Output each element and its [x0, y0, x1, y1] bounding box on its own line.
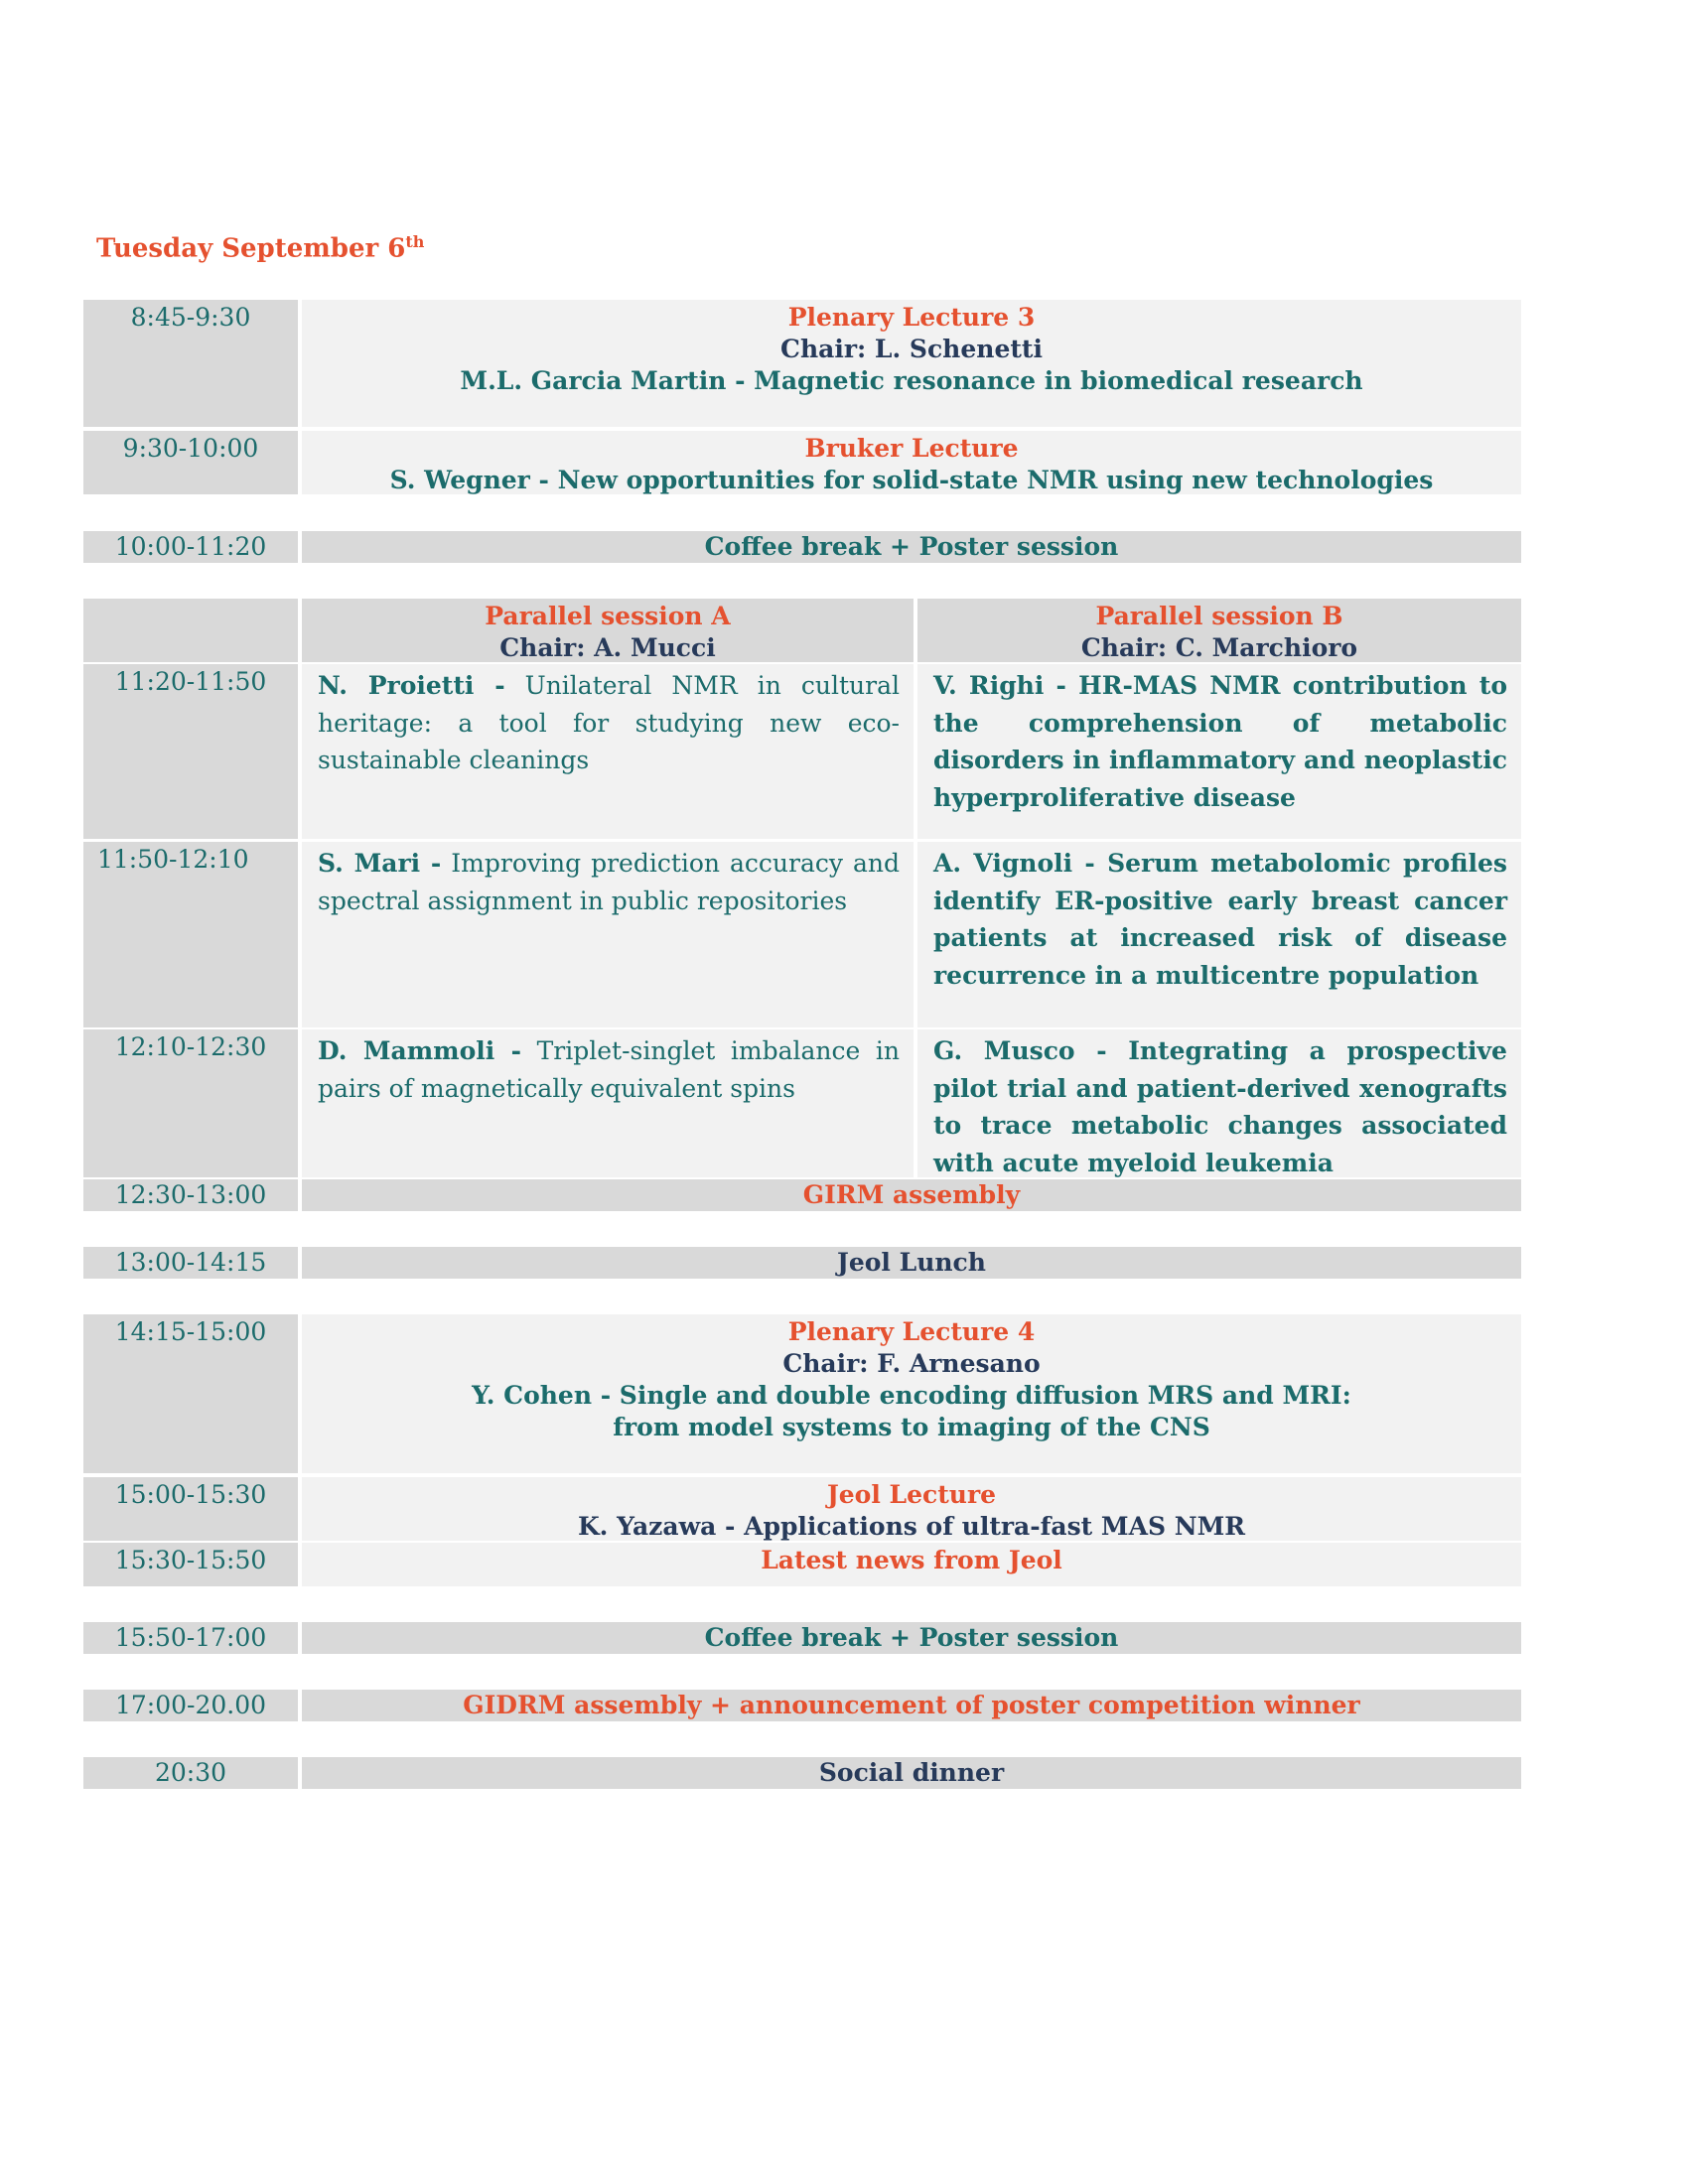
talk-title-line-2: from model systems to imaging of the CNS: [613, 1413, 1210, 1441]
session-a-talk: [302, 842, 914, 1027]
time-cell: 8:45-9:30: [83, 300, 298, 427]
event-label: GIRM assembly: [302, 1179, 1521, 1211]
parallel-slot-row: [83, 664, 1521, 839]
event-label: Coffee break + Poster session: [302, 531, 1521, 563]
time-cell: 15:50-17:00: [83, 1622, 298, 1654]
session-b-talk: [917, 842, 1521, 1027]
talk-title-line-1: Y. Cohen - Single and double encoding diffusion MRS and MRI:: [472, 1381, 1351, 1410]
parallel-session-b-header: [917, 599, 1521, 662]
talk-title: S. Wegner - New opportunities for solid-state NMR using new technologies: [389, 466, 1434, 494]
time-cell: 10:00-11:20: [83, 531, 298, 563]
event-label: Latest news from Jeol: [302, 1543, 1521, 1586]
coffee-break-row: [83, 1622, 1521, 1654]
time-cell: 9:30-10:00: [83, 431, 298, 494]
speaker: N. Proietti -: [318, 671, 505, 700]
time-cell: 15:00-15:30: [83, 1477, 298, 1541]
event-label: Coffee break + Poster session: [302, 1622, 1521, 1654]
session-title: Jeol Lecture: [826, 1480, 997, 1509]
parallel-slot-row: [83, 1029, 1521, 1177]
session-chair: Chair: L. Schenetti: [780, 335, 1043, 363]
content-cell: [302, 431, 1521, 494]
lunch-row: [83, 1247, 1521, 1279]
session-b-chair: Chair: C. Marchioro: [1080, 633, 1358, 662]
content-cell: [302, 1314, 1521, 1473]
content-cell: [302, 1477, 1521, 1541]
plenary-lecture-4-row: [83, 1314, 1521, 1473]
talk-title: HR-MAS NMR contribution to the comprehension of metabolic disorders in inflammatory and neoplastic hyperproliferative disease: [933, 671, 1507, 812]
time-cell: 17:00-20.00: [83, 1690, 298, 1721]
talk-title: M.L. Garcia Martin - Magnetic resonance in biomedical research: [460, 366, 1363, 395]
time-cell: 12:30-13:00: [83, 1179, 298, 1211]
session-title: Plenary Lecture 3: [787, 303, 1036, 332]
speaker: S. Mari -: [318, 849, 442, 878]
time-cell: 15:30-15:50: [83, 1543, 298, 1586]
social-dinner-row: [83, 1757, 1521, 1789]
event-label: Social dinner: [302, 1757, 1521, 1789]
day-title: Tuesday September 6th: [96, 232, 425, 264]
time-cell: 11:20-11:50: [83, 664, 298, 839]
talk-title: Improving prediction accuracy and spectral assignment in public repositories: [318, 849, 900, 915]
talk-title: Triplet-singlet imbalance in pairs of magnetically equivalent spins: [318, 1036, 900, 1103]
girm-assembly-row: [83, 1179, 1521, 1211]
session-a-title: Parallel session A: [485, 602, 731, 630]
speaker: D. Mammoli -: [318, 1036, 522, 1065]
jeol-news-row: [83, 1543, 1521, 1586]
session-b-talk: [917, 664, 1521, 839]
time-cell-empty: [83, 599, 298, 662]
session-b-title: Parallel session B: [1095, 602, 1343, 630]
session-title: Bruker Lecture: [804, 434, 1019, 463]
time-cell: 13:00-14:15: [83, 1247, 298, 1279]
session-chair: Chair: F. Arnesano: [782, 1349, 1041, 1378]
parallel-slot-row: [83, 842, 1521, 1027]
speaker: G. Musco -: [933, 1036, 1107, 1065]
session-a-talk: [302, 1029, 914, 1177]
session-a-chair: Chair: A. Mucci: [499, 633, 716, 662]
time-cell: 12:10-12:30: [83, 1029, 298, 1177]
session-b-talk: [917, 1029, 1521, 1177]
time-cell: 11:50-12:10: [83, 842, 298, 1027]
talk-title: Unilateral NMR in cultural heritage: a tool for studying new eco-sustainable cleanings: [318, 671, 900, 774]
jeol-lecture-row: [83, 1477, 1521, 1541]
coffee-break-row: [83, 531, 1521, 563]
parallel-sessions-header: [83, 599, 1521, 662]
parallel-session-a-header: [302, 599, 914, 662]
plenary-lecture-3-row: [83, 300, 1521, 427]
talk-title: Integrating a prospective pilot trial and patient-derived xenografts to trace metabolic changes associated with acute myeloid leukemia: [933, 1036, 1507, 1177]
speaker: V. Righi -: [933, 671, 1066, 700]
time-cell: 20:30: [83, 1757, 298, 1789]
session-a-talk: [302, 664, 914, 839]
talk-title: Serum metabolomic profiles identify ER-positive early breast cancer patients at increased risk of disease recurrence in a multicentre population: [933, 849, 1507, 990]
talk-title: K. Yazawa - Applications of ultra-fast MAS NMR: [577, 1512, 1246, 1541]
time-cell: 14:15-15:00: [83, 1314, 298, 1473]
content-cell: [302, 300, 1521, 427]
session-title: Plenary Lecture 4: [787, 1317, 1036, 1346]
gidrm-assembly-row: [83, 1690, 1521, 1721]
speaker: A. Vignoli -: [933, 849, 1095, 878]
event-label: GIDRM assembly + announcement of poster competition winner: [302, 1690, 1521, 1721]
event-label: Jeol Lunch: [302, 1247, 1521, 1279]
bruker-lecture-row: [83, 431, 1521, 494]
